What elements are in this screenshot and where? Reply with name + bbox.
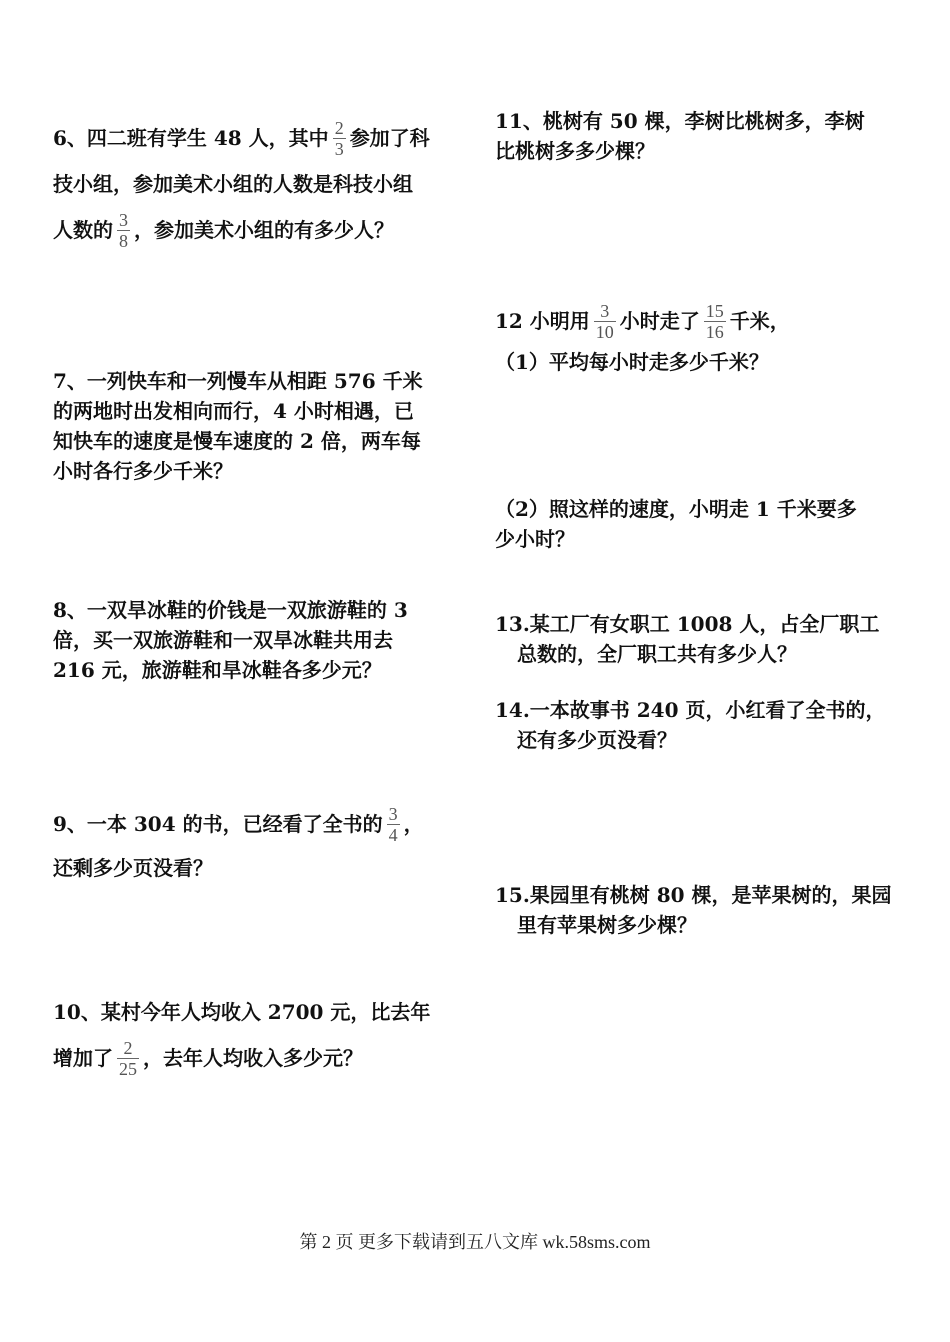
- q13-line: 13.某工厂有女职工 1008 人，占全厂职工: [495, 612, 880, 636]
- question-8: [53, 595, 473, 685]
- fraction-denominator: 8: [119, 230, 128, 251]
- q10-text-2: ，去年人均收入多少元？: [143, 1046, 363, 1070]
- q6-fraction-1: [333, 118, 346, 159]
- question-13: [495, 609, 915, 669]
- q10-fraction: [117, 1038, 139, 1079]
- q14-line: 14.一本故事书 240 页，小红看了全书的，: [495, 698, 886, 722]
- q6-text-4: ，参加美术小组的有多少人？: [134, 218, 394, 242]
- q12-sub-2-line: （2）照这样的速度，小明走 1 千米要多: [495, 497, 857, 521]
- q12-text-2: 小时走了: [619, 309, 700, 333]
- q8-line: 216 元，旅游鞋和旱冰鞋各多少元？: [53, 658, 382, 682]
- q11-line: 比桃树多多少棵？: [495, 139, 655, 163]
- fraction-numerator: 3: [600, 300, 610, 321]
- q12-fraction-2: [704, 301, 726, 342]
- q12-fraction-1: [594, 301, 616, 342]
- fraction-numerator: 2: [123, 1037, 133, 1058]
- fraction-denominator: 16: [705, 321, 724, 342]
- q9-text-1: 9、一本 304 的书，已经看了全书的: [53, 812, 383, 836]
- q8-line: 倍，买一双旅游鞋和一双旱冰鞋共用去: [53, 628, 393, 652]
- page-footer: 第 2 页 更多下载请到五八文库 wk.58sms.com: [299, 1232, 651, 1252]
- question-12: [495, 295, 915, 377]
- question-6: [53, 112, 473, 256]
- question-7: [53, 366, 473, 486]
- q7-line: 知快车的速度是慢车速度的 2 倍，两车每: [53, 429, 421, 453]
- fraction-numerator: 15: [705, 300, 724, 321]
- q6-text-1: 6、四二班有学生 48 人，其中: [53, 126, 329, 150]
- q9-line-2: 还剩多少页没看？: [53, 856, 213, 880]
- fraction-denominator: 10: [595, 321, 614, 342]
- q12-sub-2-line: 少小时？: [495, 527, 575, 551]
- question-9: [53, 798, 473, 886]
- q6-text-2: 参加了科: [349, 126, 430, 150]
- question-15: [495, 880, 915, 940]
- question-10: [53, 996, 473, 1086]
- q15-line: 15.果园里有桃树 80 棵，是苹果树的，果园: [495, 883, 892, 907]
- q7-line: 7、一列快车和一列慢车从相距 576 千米: [53, 369, 423, 393]
- fraction-numerator: 3: [119, 209, 128, 230]
- q11-line: 11、桃树有 50 棵，李树比桃树多，李树: [495, 109, 865, 133]
- q6-text-3: 人数的: [53, 218, 113, 242]
- fraction-denominator: 4: [388, 824, 398, 845]
- fraction-numerator: 2: [334, 117, 344, 138]
- q8-line: 8、一双旱冰鞋的价钱是一双旅游鞋的 3: [53, 598, 408, 622]
- fraction-denominator: 25: [119, 1058, 137, 1079]
- q13-line: 总数的，全厂职工共有多少人？: [517, 642, 797, 666]
- q6-line-2: 技小组，参加美术小组的人数是科技小组: [53, 172, 413, 196]
- q10-text-1: 增加了: [53, 1046, 113, 1070]
- q9-fraction: [387, 804, 400, 845]
- question-12-part-2: [495, 494, 915, 554]
- q6-fraction-2: [117, 210, 130, 251]
- q15-line: 里有苹果树多少棵？: [517, 913, 697, 937]
- q12-text-3: 千米，: [729, 309, 790, 333]
- q10-line-1: 10、某村今年人均收入 2700 元，比去年: [53, 1000, 431, 1024]
- q7-line: 的两地时出发相向而行，4 小时相遇，已: [53, 399, 414, 423]
- question-11: [495, 106, 915, 166]
- q12-text-1: 12 小明用: [495, 309, 590, 333]
- fraction-denominator: 3: [334, 138, 344, 159]
- q12-sub-1: （1）平均每小时走多少千米？: [495, 350, 769, 374]
- q14-line: 还有多少页没看？: [517, 728, 677, 752]
- question-14: [495, 695, 915, 755]
- fraction-numerator: 3: [388, 803, 398, 824]
- q7-line: 小时各行多少千米？: [53, 459, 233, 483]
- q9-text-2: ，: [403, 812, 424, 836]
